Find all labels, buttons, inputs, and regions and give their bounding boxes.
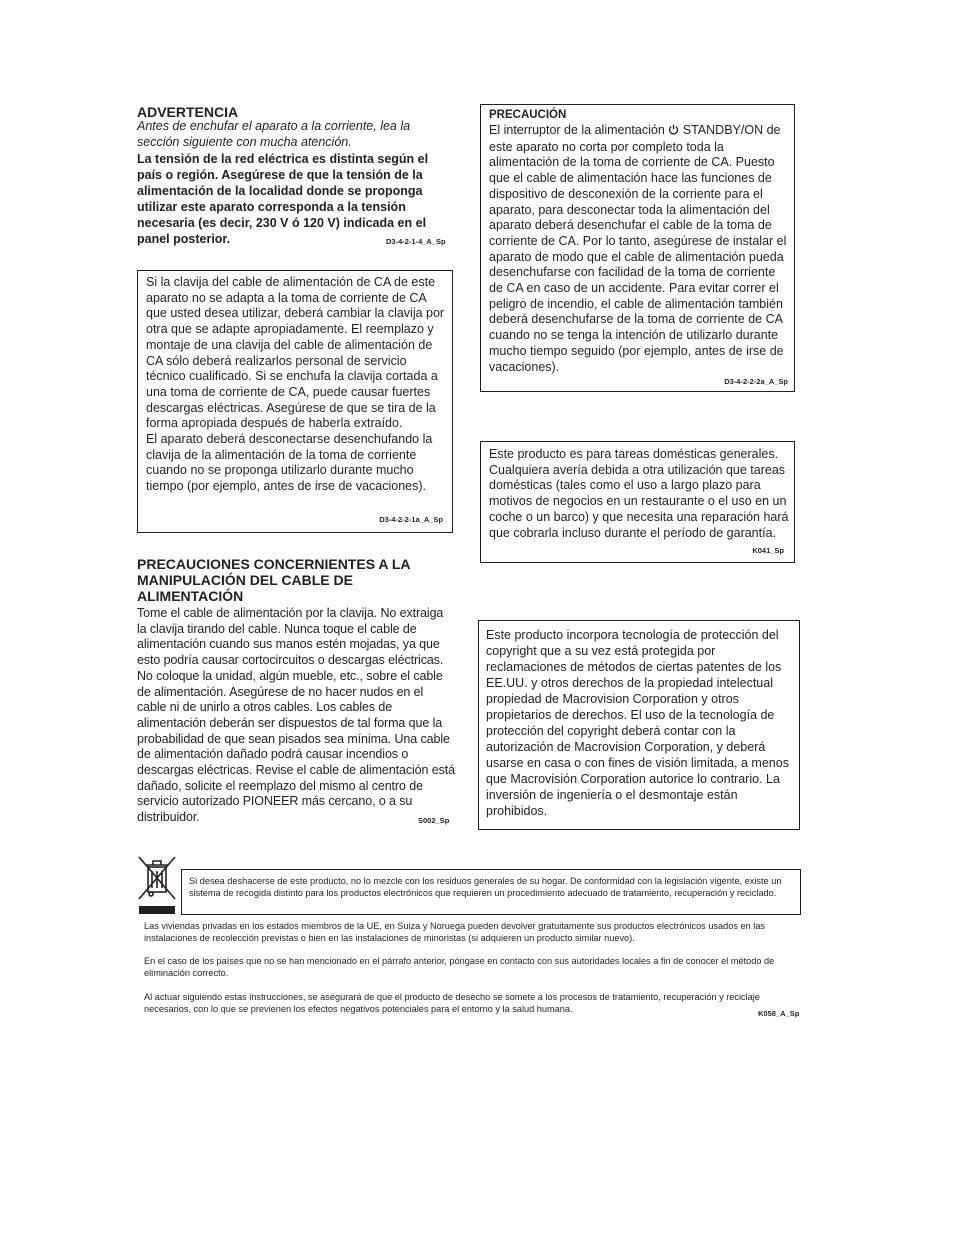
disposal-paragraph-2: En el caso de los países que no se han mencionado en el párrafo anterior, póngase en contacto con sus autoridades locales a fin de conocer el método de eliminación correcto. bbox=[144, 956, 775, 978]
cable-section-text: Tome el cable de alimentación por la clavija. No extraiga la clavija tirando del cable. Nunca toque el cable de alimentación cuando sus manos estén mojadas, ya que esto podría causar cortocircuitos o descargas eléctricas. No coloque la unidad, algún mueble, etc., sobre el cable de alimentación. Asegúrese de no hacer nudos en el cable ni de unirlo a otros cables. Los cables de alimentación deberán ser dispuestos de tal forma que la probabilidad de que sean pisados sea mínima. Una cable de alimentación dañado podrá causar incendios o descargas eléctricas. Revise el cable de alimentación está dañado, solicite el reemplazo del mismo al centro de servicio autorizado PIONEER más cercano, o a su distribuidor. bbox=[137, 606, 455, 825]
plug-box-text-2: El aparato deberá desconectarse desenchufando la clavija de la alimentación de la toma de corriente cuando no se proponga utilizarlo durante mucho tiempo (por ejemplo, antes de irse de vacaciones). bbox=[146, 432, 433, 494]
disposal-paragraph-1: Las viviendas privadas en los estados miembros de la UE, en Suiza y Noruega pueden devolver gratuitamente sus productos electrónicos usados en las instalaciones de recolección previstas o bien en las instalaciones de minoristas (si adquieren un producto similar nuevo). bbox=[144, 921, 766, 943]
plug-box-text-1: Si la clavija del cable de alimentación de CA de este aparato no se adapta a la toma de corriente de CA que usted desea utilizar, deberá cambiar la clavija por otra que se adapte apropiadamente. El reemplazo y montaje de una clavija del cable de alimentación de CA sólo deberá realizarlos personal de servicio técnico cualificado. Si se enchufa la clavija cortada a una toma de corriente de CA, puede causar fuertes descargas eléctricas. Asegúrese de que se tira de la forma apropiada después de haberla extraído. bbox=[146, 275, 445, 431]
advertencia-warning: La tensión de la red eléctrica es distinta según el país o región. Asegúrese de que la tensión de la alimentación de la localidad donde se proponga utilizar este aparato corresponda a la tensión necesaria (es decir, 230 V ó 120 V) indicada en el panel posterior. bbox=[137, 152, 429, 246]
precaucion-code: D3-4-2-2-2a_A_Sp bbox=[724, 377, 788, 386]
disposal-box-text: Si desea deshacerse de este producto, no lo mezcle con los residuos generales de su hogar. De conformidad con la legislación vigente, existe un sistema de recogida distinto para los productos electrónicos que requieren un procedimiento adecuado de tratamiento, recuperación y reciclado. bbox=[189, 876, 782, 898]
domestic-use-code: K041_Sp bbox=[752, 546, 784, 555]
macrovision-text: Este producto incorpora tecnología de protección del copyright que a su vez está protegida por reclamaciones de métodos de ciertas patentes de los EE.UU. y otros derechos de la propiedad intelectual propiedad de Macrovision Corporation y otros propietarios de derechos. El uso de la tecnología de protección del copyright deberá contar con la autorización de Macrovision Corporation, y deberá usarse en casa o con fines de visión limitada, a menos que Macrovisión Corporation autorice lo contrario. La inversión de ingeniería o el desmontaje están prohibidos. bbox=[486, 628, 789, 818]
precaucion-title: PRECAUCIÓN bbox=[489, 109, 567, 121]
domestic-use-text: Este producto es para tareas domésticas generales. Cualquiera avería debida a otra utilización que tareas domésticas (tales como el uso a largo plazo para motivos de negocios en un restaurante o el uso en un coche o un barco) y que necesita una reparación hará que cobrarla incluso durante el período de garantía. bbox=[489, 447, 789, 540]
macrovision-box bbox=[478, 620, 800, 830]
domestic-use-box bbox=[480, 441, 795, 563]
disposal-box bbox=[181, 869, 801, 915]
cable-section-code: S002_Sp bbox=[418, 816, 450, 825]
disposal-code: K058_A_Sp bbox=[758, 1009, 800, 1018]
advertencia-code: D3-4-2-1-4_A_Sp bbox=[386, 237, 446, 246]
plug-box-code: D3-4-2-2-1a_A_Sp bbox=[379, 515, 443, 524]
plug-replacement-box bbox=[137, 270, 453, 533]
crossed-out-wheelie-bin-icon bbox=[137, 855, 177, 915]
disposal-paragraph-3: Al actuar siguiendo estas instrucciones, se asegurará de que el producto de desecho se somete a los procesos de tratamiento, recuperación y reciclaje necesarios, con lo que se previenen los efectos negativos potenciales para el entorno y la salud humana. bbox=[144, 992, 760, 1014]
cable-section-title: PRECAUCIONES CONCERNIENTES A LA MANIPULACIÓN DEL CABLE DE ALIMENTACIÓN bbox=[137, 556, 411, 604]
advertencia-intro: Antes de enchufar el aparato a la corriente, lea la sección siguiente con mucha atención. bbox=[137, 119, 411, 149]
power-standby-icon bbox=[668, 124, 679, 140]
precaucion-box bbox=[480, 104, 795, 392]
advertencia-title: ADVERTENCIA bbox=[137, 104, 239, 120]
precaucion-text: El interruptor de la alimentación STANDBY/ON de este aparato no corta por completo toda la alimentación de la toma de corriente de CA. Puesto que el cable de alimentación hace las funciones de dispositivo de desconexión de la corriente para el aparato, para desconectar toda la alimentación del aparato deberá desenchufar el cable de la toma de corriente de CA. Por lo tanto, asegúrese de instalar el aparato de modo que el cable de alimentación pueda desenchufarse con facilidad de la toma de corriente de CA en caso de un accidente. Para evitar correr el peligro de incendio, el cable de alimentación también deberá desenchufarse de la toma de corriente de CA cuando no se tenga la intención de utilizarlo durante mucho tiempo seguido (por ejemplo, antes de irse de vacaciones). bbox=[489, 123, 787, 374]
